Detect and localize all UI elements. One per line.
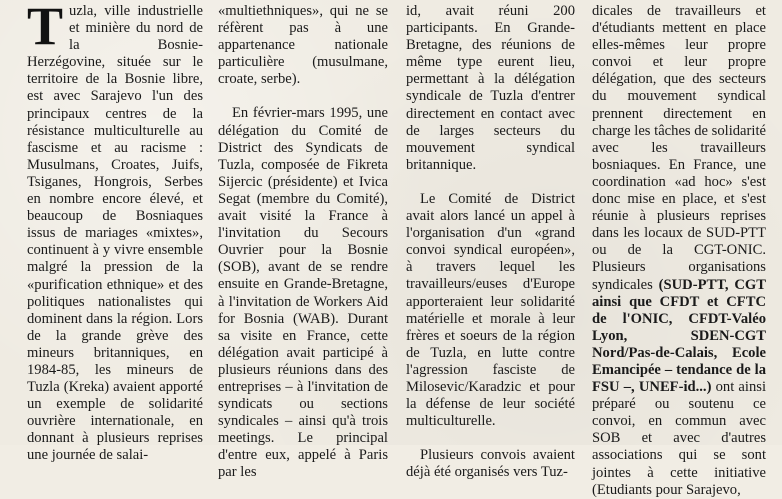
article-column-1: [27, 0, 203, 464]
article-column-4: [592, 3, 767, 498]
paragraph-coordination-end: ont ainsi préparé ou soutenu ce convoi, en commun avec SOB et avec d'autres associations qui se sont jointes à cette initiative (Etudiants pour Sarajevo,: [592, 379, 767, 498]
drop-cap: T: [27, 0, 64, 56]
intro-paragraph-text: uzla, ville industrielle et minière du nord de la Bosnie-Herzégovine, située sur le territoire de la Bosnie libre, est avec Sarajevo l'un des principaux centres de la résistance multiculturelle au fascisme et au racisme : Musulmans, Croates, Juifs, Tsiganes, Hongrois, Serbes en nombre encore élevé, et beaucoup de Bosniaques issus de mariages «mixtes», continuent à y vivre ensemble malgré la pression de la «purification ethnique» et des politiques nationalistes qui dominent dans la région. Lors de la grande grève des mineurs britanniques, en 1984-85, les mineurs de Tuzla (Kreka) avaient apporté un exemple de solidarité ouvrière internationale, en donnant à plusieurs reprises une journée de salai-: [27, 3, 203, 464]
union-list: (SUD-PTT, CGT ainsi que CFDT et CFTC de l'ONIC, CFDT-Valéo Lyon, SDEN-CGT Nord/Pas-de-Calais, Ecole Emancipée – tendance de la FSU –, UNEF-id...): [592, 276, 766, 396]
article-column-3: [406, 3, 575, 481]
paragraph-delegation: En février-mars 1995, une délégation du Comité de District des Syndicats de Tuzla, composée de Fikreta Sijercic (présidente) et Ivica Segat (membre du Comité), avait visité la France à l'invitation du Secours Ouvrier pour la Bosnie (SOB), avant de se rendre ensuite en Grande-Bretagne, à l'invitation de Workers Aid for Bosnia (WAB). Durant sa visite en France, cette délégation avait participé à plusieurs réunions dans des entreprises – à l'invitation de syndicats ou sections syndicales – ainsi qu'à trois meetings. Le principal d'entre eux, appelé à Paris par les: [218, 105, 388, 481]
paragraph-coordination: [592, 3, 766, 499]
paragraph-convoy-appeal: Le Comité de District avait alors lancé un appel à l'organisation d'un «grand convoi syndical européen», à travers lequel les travailleurs/euses d'Europe apporteraient leur solidarité matérielle et morale à leur frères et soeurs de la région de Tuzla, en lutte contre l'agression fasciste de Milosevic/Karadzic et pour la défense de leur société multiculturelle.: [406, 190, 575, 430]
paragraph-coordination-text: dicales de travailleurs et d'étudiants mettent en place elles-mêmes leur propre convoi et leur propre délégation, que des secteurs du mouvement syndical prennent directement en charge les tâches de solidarité avec les travailleurs bosniaques. En France, une coordination «ad hoc» s'est donc mise en place, et s'est réunie à plusieurs reprises dans les locaux de SUD-PTT ou de la CGT-ONIC. Plusieurs organisations syndicales: [592, 3, 766, 293]
article-column-2: [218, 3, 388, 481]
paragraph-continuation: id, avait réuni 200 participants. En Grande-Bretagne, des réunions de même type eurent lieu, permettant à la délégation syndicale de Tuzla d'entrer directement en contact avec de larges secteurs du mouvement syndical britannique.: [406, 3, 575, 173]
paragraph-previous-convoys: Plusieurs convois avaient déjà été organisés vers Tuz-: [406, 447, 575, 481]
paragraph-continuation: «multiethniques», qui ne se réfèrent pas à une appartenance nationale particulière (musulmane, croate, serbe).: [218, 3, 388, 88]
intro-paragraph: [27, 0, 203, 465]
